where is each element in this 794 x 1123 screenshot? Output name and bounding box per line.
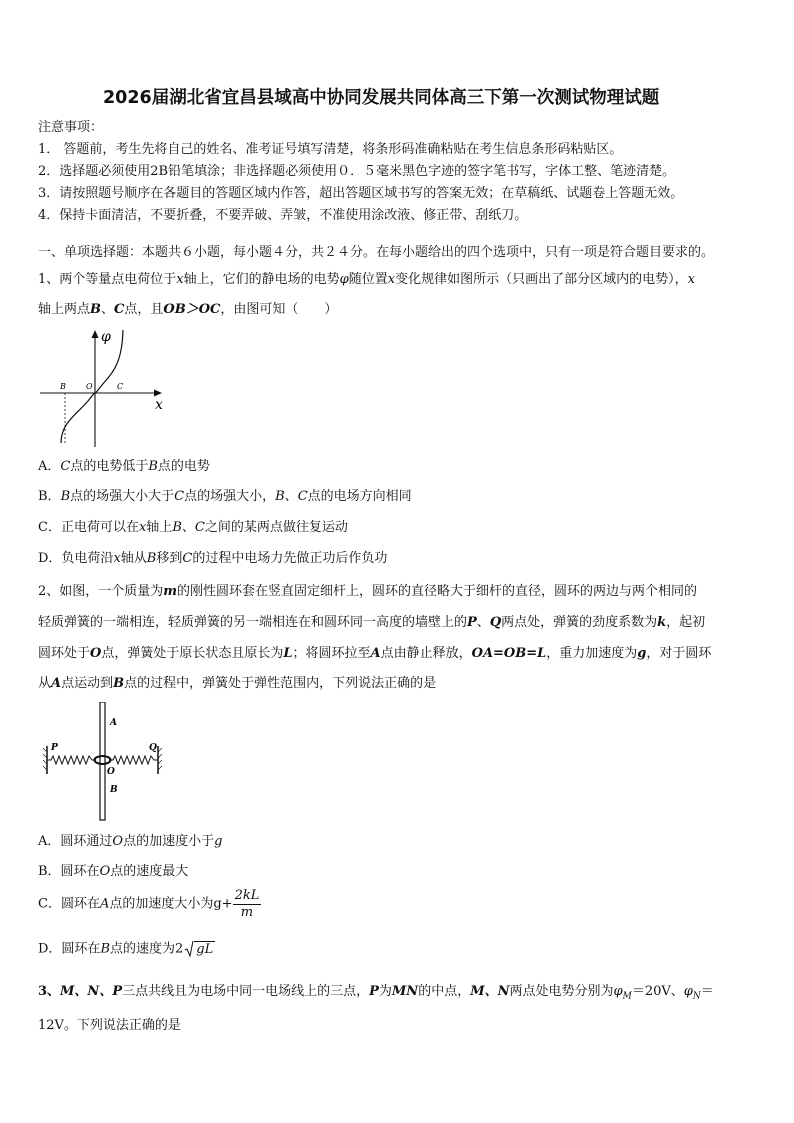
q1-stem-line1: 1、两个等量点电荷位于x轴上，它们的静电场的电势φ随位置x变化规律如图所示（只画出了部分区域内的电势），x xyxy=(38,272,695,287)
q1-fig-B-label: B xyxy=(60,382,66,391)
q1-fig-phi-label: φ xyxy=(101,329,111,345)
q1-option-a: A．C点的电势低于B点的电势 xyxy=(38,459,210,474)
q2-stem-line2: 轻质弹簧的一端相连，轻质弹簧的另一端相连在和圆环同一高度的墙壁上的P、Q两点处，弹簧的劲度系数为k，起初 xyxy=(38,615,706,630)
q2-fig-B-label: B xyxy=(110,785,118,795)
notice-item: 2．选择题必须使用2B铅笔填涂；非选择题必须使用０．５毫米黑色字迹的签字笔书写，字体工整、笔迹清楚。 xyxy=(38,164,676,179)
q2-option-b: B．圆环在O点的速度最大 xyxy=(38,864,189,879)
q2-option-d: D．圆环在B点的速度为2 gL xyxy=(38,941,214,957)
q2-stem-line3: 圆环处于O点，弹簧处于原长状态且原长为L；将圆环拉至A点由静止释放，OA=OB=L，重力加速度为g，对于圆环 xyxy=(38,646,712,661)
q1-option-d: D．负电荷沿x轴从B移到C的过程中电场力先做正功后作负功 xyxy=(38,551,388,566)
notice-item: 4．保持卡面清洁，不要折叠，不要弄破、弄皱，不准使用涂改液、修正带、刮纸刀。 xyxy=(38,208,528,223)
q2-stem-line4: 从A点运动到B点的过程中，弹簧处于弹性范围内，下列说法正确的是 xyxy=(38,676,437,691)
q2-option-c: C．圆环在A点的加速度大小为g+ $\frac{2kL}{m}$ xyxy=(38,888,260,921)
q1-option-c: C．正电荷可以在x轴上B、C之间的某两点做往复运动 xyxy=(38,520,348,535)
sqrt-radicand: gL xyxy=(196,941,214,957)
q2-ring-spring-diagram xyxy=(40,702,170,822)
notice-heading: 注意事项： xyxy=(38,120,104,135)
q1-fig-O-label: O xyxy=(86,382,93,391)
q2-fig-A-label: A xyxy=(110,718,117,728)
q1-potential-graph xyxy=(36,325,171,450)
q1-option-b: B．B点的场强大小大于C点的场强大小，B、C点的电场方向相同 xyxy=(38,489,412,504)
q1-stem-line2: 轴上两点B、C点，且OB＞OC，由图可知（ ） xyxy=(38,302,338,317)
sqrt-sign xyxy=(184,940,194,958)
q3-stem-line2: 12V。下列说法正确的是 xyxy=(38,1018,181,1033)
fraction-2kL-over-m: $\frac{2kL}{m}$ xyxy=(234,888,260,921)
q2-fig-O-label: O xyxy=(107,767,115,777)
section-heading: 一、单项选择题：本题共６小题，每小题４分，共２４分。在每小题给出的四个选项中，只有一项是符合题目要求的。 xyxy=(38,245,715,260)
q1-fig-x-label: x xyxy=(155,397,163,413)
page-title: 2026届湖北省宜昌县域高中协同发展共同体高三下第一次测试物理试题 xyxy=(103,88,660,108)
notice-item: 1． 答题前，考生先将自己的姓名、准考证号填写清楚，将条形码准确粘贴在考生信息条形码粘贴区。 xyxy=(38,142,623,157)
q2-fig-Q-label: Q xyxy=(149,743,157,753)
q2-option-a: A．圆环通过O点的加速度小于g xyxy=(38,834,223,849)
q2-fig-P-label: P xyxy=(51,743,58,753)
notice-item: 3．请按照题号顺序在各题目的答题区域内作答，超出答题区域书写的答案无效；在草稿纸、试题卷上答题无效。 xyxy=(38,186,684,201)
q2-stem-line1: 2、如图，一个质量为m的刚性圆环套在竖直固定细杆上，圆环的直径略大于细杆的直径，圆环的两边与两个相同的 xyxy=(38,584,698,599)
q3-stem-line1: 3、M、N、P三点共线且为电场中同一电场线上的三点，P为MN的中点，M、N两点处电势分别为$\varphi_M=20V$、$\varphi_N=$ xyxy=(38,984,714,1002)
q1-fig-C-label: C xyxy=(117,382,124,391)
